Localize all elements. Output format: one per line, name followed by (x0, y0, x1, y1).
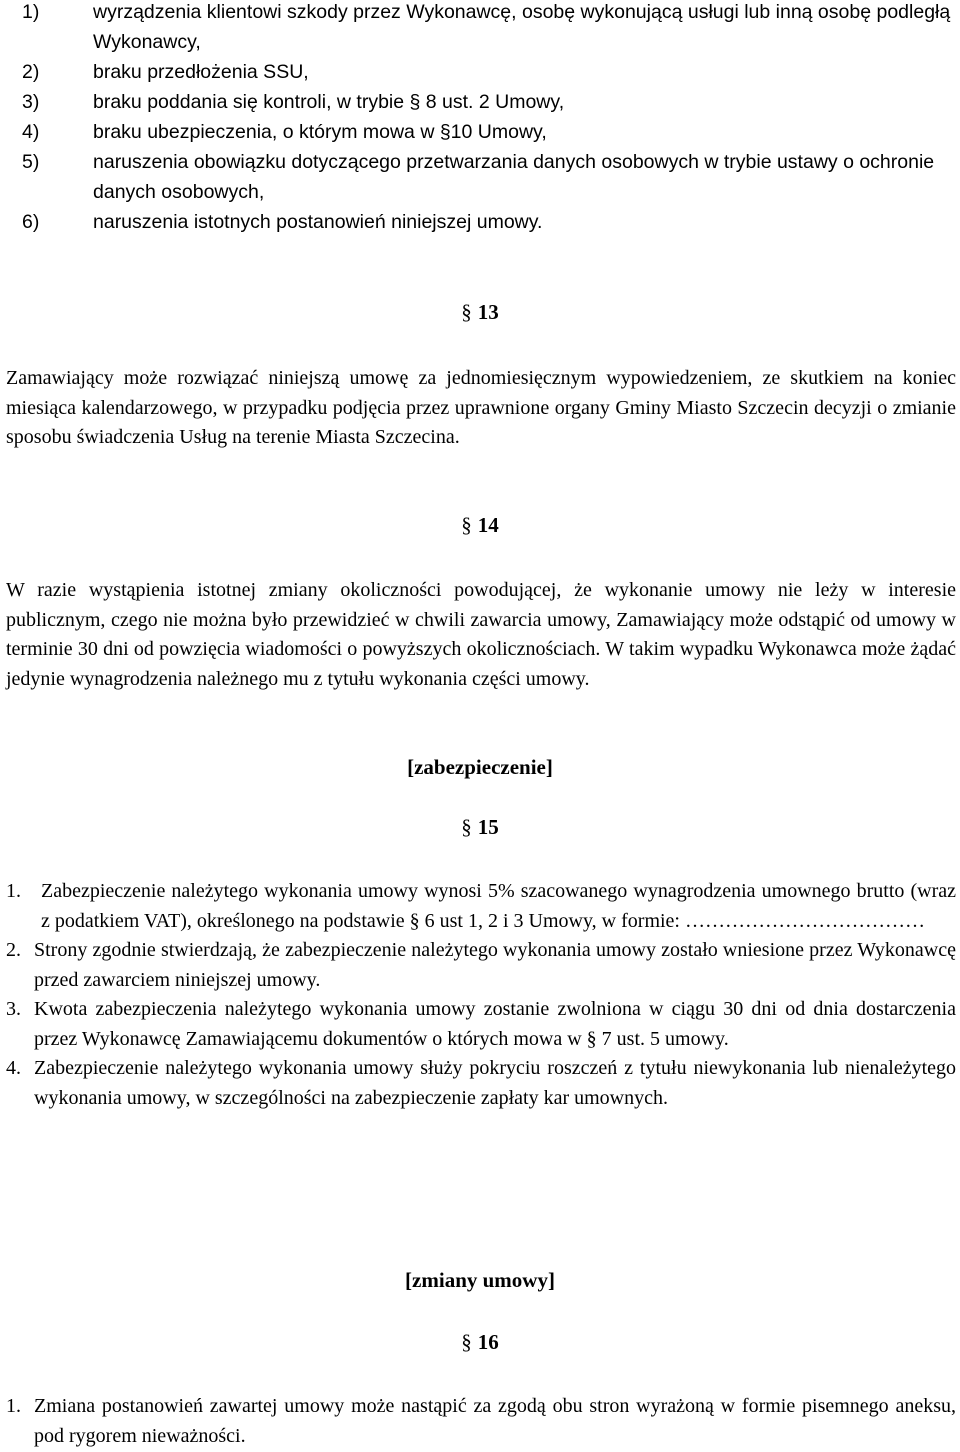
list-item-number: 1. (6, 880, 21, 902)
section-mark: § (461, 513, 472, 537)
chapter-heading-zabezpieczenie: [zabezpieczenie] (407, 755, 553, 779)
section-mark: § (461, 300, 472, 324)
section-number: 13 (477, 300, 499, 324)
list-item (6, 995, 956, 1054)
list-item-text: Kwota zabezpieczenia należytego wykonania umowy zostanie zwolniona w ciągu 30 dni od dnia dostarczenia przez Wykonawcę Zamawiającemu dokumentów o których mowa w § 7 ust. 5 umowy. (34, 998, 956, 1050)
list-item-number: 4) (22, 121, 40, 143)
list-item-number: 4. (6, 1057, 21, 1079)
section-number: 14 (477, 513, 499, 537)
penalty-conditions-list (22, 0, 956, 237)
list-item-text: naruszenia obowiązku dotyczącego przetwarzania danych osobowych w trybie ustawy o ochronie danych osobowych, (93, 151, 935, 203)
section-15-list (6, 877, 956, 1113)
list-item-text: braku przedłożenia SSU, (93, 61, 309, 83)
list-item-text: Zabezpieczenie należytego wykonania umowy wynosi 5% szacowanego wynagrodzenia umownego brutto (wraz z podatkiem VAT), określonego na podstawie § 6 ust 1, 2 i 3 Umowy, w formie: ……………………………… (41, 880, 956, 932)
section-14-heading (0, 513, 960, 538)
list-item (6, 936, 956, 995)
section-number: 16 (477, 1330, 499, 1354)
list-item (6, 1054, 956, 1113)
list-item-text: Zabezpieczenie należytego wykonania umowy służy pokryciu roszczeń z tytułu niewykonania lub nienależytego wykonania umowy, w szczególności na zabezpieczenie zapłaty kar umownych. (34, 1057, 956, 1109)
list-item-text: wyrządzenia klientowi szkody przez Wykonawcę, osobę wykonującą usługi lub inną osobę podległą Wykonawcy, (93, 1, 951, 53)
section-14-text: W razie wystąpienia istotnej zmiany okoliczności powodującej, że wykonanie umowy nie leży w interesie publicznym, czego nie można było przewidzieć w chwili zawarcia umowy, Zamawiający może odstąpić od umowy w terminie 30 dni od powzięcia wiadomości o powyższych okolicznościach. W takim wypadku Wykonawca może żądać jedynie wynagrodzenia należnego mu z tytułu wykonania części umowy. (6, 579, 956, 690)
section-16-heading (0, 1330, 960, 1355)
section-16-list (6, 1392, 956, 1451)
list-item-number: 1) (22, 1, 40, 23)
list-item (22, 147, 956, 207)
list-item-number: 5) (22, 151, 40, 173)
section-mark: § (461, 1330, 472, 1354)
list-item-number: 6) (22, 211, 40, 233)
list-item (6, 877, 956, 936)
list-item-text: Strony zgodnie stwierdzają, że zabezpieczenie należytego wykonania umowy zostało wniesione przez Wykonawcę przed zawarciem niniejszej umowy. (34, 939, 956, 991)
section-13-heading (0, 300, 960, 325)
section-13-text: Zamawiający może rozwiązać niniejszą umowę za jednomiesięcznym wypowiedzeniem, ze skutkiem na koniec miesiąca kalendarzowego, w przypadku podjęcia przez uprawnione organy Gminy Miasto Szczecin decyzji o zmianie sposobu świadczenia Usług na terenie Miasta Szczecina. (6, 367, 956, 448)
list-item (22, 117, 956, 147)
list-item-number: 3. (6, 998, 21, 1020)
list-item-text: naruszenia istotnych postanowień niniejszej umowy. (93, 211, 543, 233)
section-15-heading (0, 815, 960, 840)
list-item (22, 0, 956, 57)
section-number: 15 (477, 815, 499, 839)
section-mark: § (461, 815, 472, 839)
list-item (22, 87, 956, 117)
list-item-text: braku poddania się kontroli, w trybie § 8 ust. 2 Umowy, (93, 91, 565, 113)
list-item-number: 1. (6, 1395, 21, 1417)
chapter-heading-zmiany-umowy: [zmiany umowy] (405, 1268, 555, 1292)
list-item-number: 2) (22, 61, 40, 83)
list-item-number: 3) (22, 91, 40, 113)
list-item-text: Zmiana postanowień zawartej umowy może nastąpić za zgodą obu stron wyrażoną w formie pisemnego aneksu, pod rygorem nieważności. (34, 1395, 956, 1447)
list-item-number: 2. (6, 939, 21, 961)
list-item (22, 57, 956, 87)
list-item (6, 1392, 956, 1451)
list-item-text: braku ubezpieczenia, o którym mowa w §10 Umowy, (93, 121, 547, 143)
list-item (22, 207, 956, 237)
